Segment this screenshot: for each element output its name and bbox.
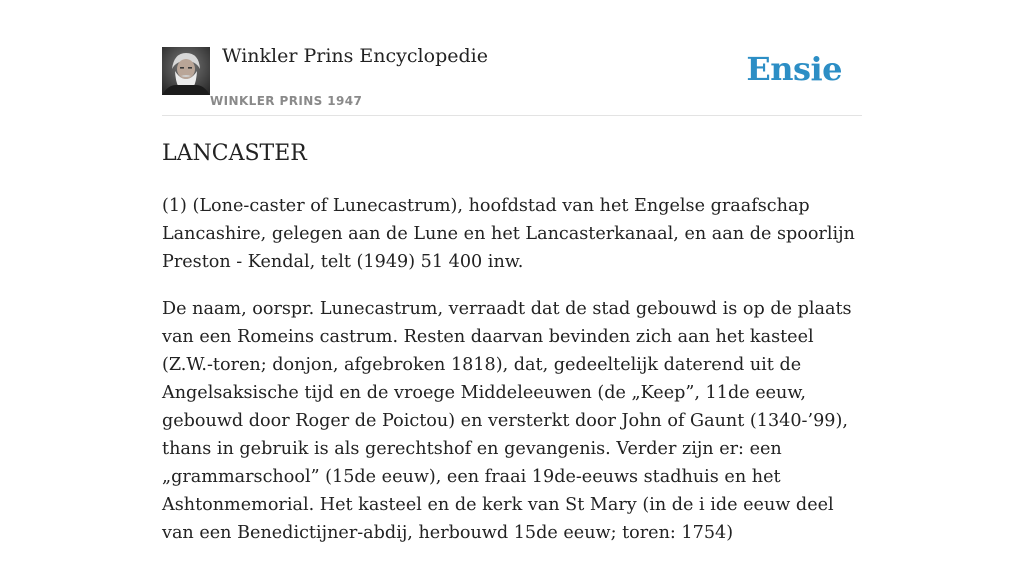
site-title[interactable]: Winkler Prins Encyclopedie	[222, 45, 488, 67]
article-paragraph: De naam, oorspr. Lunecastrum, verraadt dat de stad gebouwd is op de plaats van een Romeins castrum. Resten daarvan bevinden zich aan het kasteel (Z.W.-toren; donjon, afgebroken 1818), dat, gedeeltelijk daterend uit de Angelsaksische tijd en de vroege Middeleeuwen (de „Keep”, 11de eeuw, gebouwd door Roger de Poictou) en versterkt door John of Gaunt (1340-’99), thans in gebruik is als gerechtshof en gevangenis. Verder zijn er: een „grammarschool” (15de eeuw), een fraai 19de-eeuws stadhuis en het Ashtonmemorial. Het kasteel en de kerk van St Mary (in de i ide eeuw deel van een Benedictijner-abdij, herbouwd 15de eeuw; toren: 1754)	[162, 299, 852, 543]
article-paragraph: (1) (Lone-caster of Lunecastrum), hoofdstad van het Engelse graafschap Lancashire, gelegen aan de Lune en het Lancasterkanaal, en aan de spoorlijn Preston - Kendal, telt (1949) 51 400 inw.	[162, 196, 855, 272]
ensie-logo[interactable]: Ensie	[746, 50, 842, 88]
source-label[interactable]: WINKLER PRINS 1947	[210, 94, 363, 108]
author-avatar[interactable]	[162, 47, 210, 95]
content-container	[162, 0, 862, 543]
article-title: LANCASTER	[162, 141, 307, 166]
article-body	[162, 192, 862, 566]
site-header	[162, 0, 862, 116]
bearded-man-portrait-icon	[162, 47, 210, 95]
